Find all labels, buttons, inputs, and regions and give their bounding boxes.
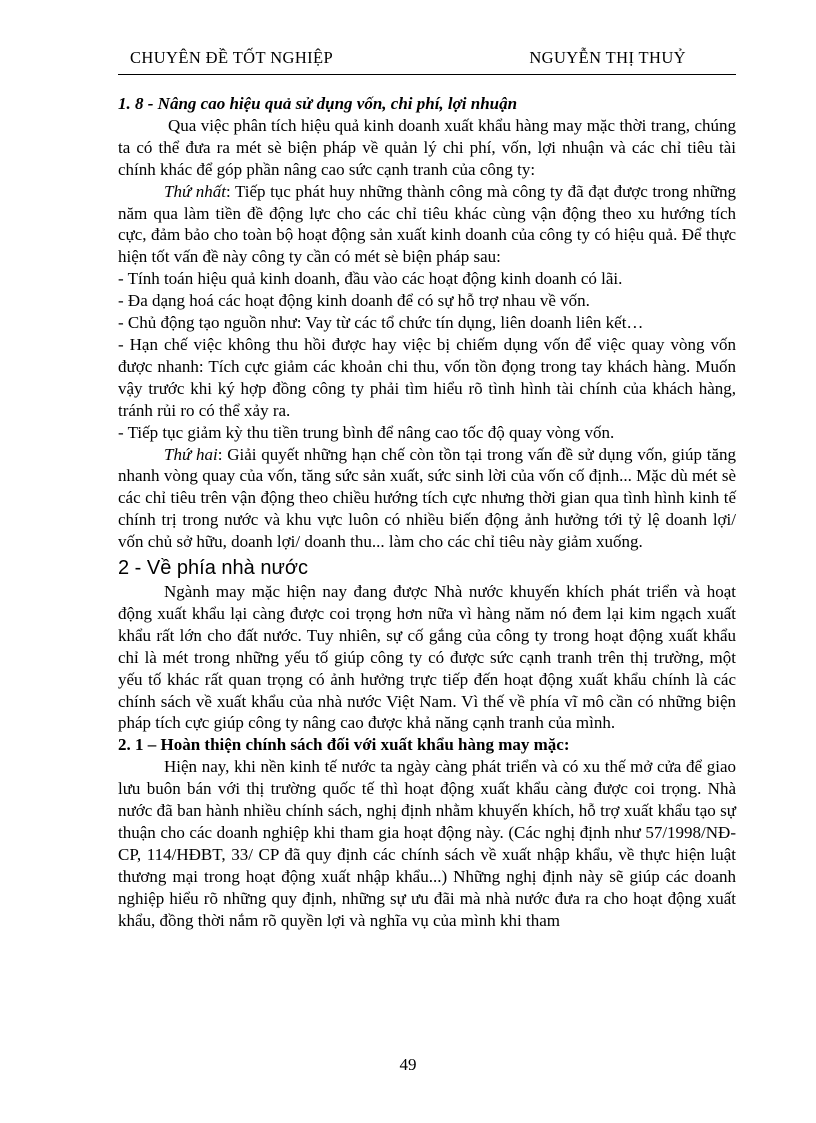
- header-title: CHUYÊN ĐỀ TỐT NGHIỆP: [130, 48, 334, 67]
- second-label: Thứ hai: [164, 444, 218, 464]
- section-2-1-title: Hoàn thiện chính sách đối với xuất khẩu hàng may mặc:: [160, 735, 570, 755]
- section-2-1-paragraph: Hiện nay, khi nền kinh tế nước ta ngày càng phát triển và có xu thế mở cửa để giao lưu buôn bán với thị trường quốc tế thì hoạt động xuất khẩu càng được coi trọng. Nhà nước đã ban hành nhiều chính sách, nghị định nhằm khuyến khích, hỗ trợ xuất khẩu tạo sự thuận cho các doanh nghiệp khi tham gia hoạt động này. (Các nghị định như 57/1998/NĐ-CP, 114/HĐBT, 33/ CP đã quy định các chính sách về xuất nhập khẩu, về thực hiện luật thương mại trong hoạt động xuất nhập khẩu...) Những nghị định này sẽ giúp các doanh nghiệp hiểu rõ những quy định, những sự ưu đãi mà nhà nước đưa ra cho hoạt động xuất khẩu, đồng thời nắm rõ quyền lợi và nghĩa vụ của mình khi tham: [118, 757, 736, 930]
- first-measure-paragraph: [118, 181, 736, 269]
- bullet-item: - Chủ động tạo nguồn như: Vay từ các tổ chức tín dụng, liên doanh liên kết…: [118, 313, 644, 333]
- bullet-item: - Tính toán hiệu quả kinh doanh, đầu vào các hoạt động kinh doanh có lãi.: [118, 269, 623, 289]
- section-1-8-heading: 1. 8 - Nâng cao hiệu quả sử dụng vốn, chi phí, lợi nhuận: [118, 94, 518, 113]
- page-number: 49: [399, 1055, 417, 1074]
- bullet-item: - Tiếp tục giảm kỳ thu tiền trung bình để nâng cao tốc độ quay vòng vốn.: [118, 422, 615, 442]
- header-author: NGUYỄN THỊ THUỶ: [529, 48, 686, 67]
- bullet-item: - Đa dạng hoá các hoạt động kinh doanh để có sự hỗ trợ nhau về vốn.: [118, 291, 590, 311]
- section-1-8-intro: Qua việc phân tích hiệu quả kinh doanh xuất khẩu hàng may mặc thời trang, chúng ta có thể đưa ra mét sè biện pháp về quản lý chi phí, vốn, lợi nhuận và các chỉ tiêu tài chính khác để góp phần nâng cao sức cạnh tranh của công ty:: [118, 115, 736, 179]
- second-measure-paragraph: [118, 444, 736, 554]
- second-text: : Giải quyết những hạn chế còn tồn tại trong vấn đề sử dụng vốn, giúp tăng nhanh vòng quay của vốn, tăng sức sản xuất, sức sinh lời của vốn cố định... Mặc dù mét sè các chỉ tiêu trên vận động theo chiều hướng tích cực nhưng thời gian qua tình hình kinh tế chính trị trong nước và khu vực luôn có nhiều biến động ảnh hưởng tới tỷ lệ doanh lợi/ vốn chủ sở hữu, doanh lợi/ doanh thu... làm cho các chỉ tiêu này giảm xuống.: [118, 444, 737, 552]
- section-2-1-number: 2. 1 –: [118, 735, 161, 755]
- section-2-1-heading: [118, 734, 736, 756]
- first-text: : Tiếp tục phát huy những thành công mà công ty đã đạt được trong những năm qua làm tiền đề động lực cho các chỉ tiêu khác cùng vận động theo xu hướng tích cực, đảm bảo cho toàn bộ hoạt động sản xuất kinh doanh của công ty có hiệu quả. Để thực hiện tốt vấn đề này công ty cần có mét sè biện pháp sau:: [118, 181, 737, 267]
- page-content: [118, 93, 736, 932]
- section-2-heading: 2 - Về phía nhà nước: [118, 557, 308, 580]
- page-header: [118, 40, 736, 75]
- bullet-item: - Hạn chế việc không thu hồi được hay việc bị chiếm dụng vốn để việc quay vòng vốn được nhanh: Tích cực giảm các khoản chi thu, vốn tồn đọng trong tay khách hàng. Muốn vậy trước khi ký hợp đồng công ty phải tìm hiểu rõ tình hình tài chính của khách hàng, tránh rủi ro có thể xảy ra.: [118, 334, 736, 420]
- first-label: Thứ nhất: [164, 181, 227, 201]
- section-2-paragraph: Ngành may mặc hiện nay đang được Nhà nước khuyến khích phát triển và hoạt động xuất khẩu lại càng được coi trọng hơn nữa vì hàng năm nó đem lại kim ngạch xuất khẩu rất lớn cho đất nước. Tuy nhiên, sự cố gắng của công ty trong hoạt động xuất khẩu chỉ là mét trong những yếu tố giúp công ty có được sức cạnh tranh trên thị trường, một yếu tố khác rất quan trọng có ảnh hưởng trực tiếp đến hoạt động xuất khẩu chính là các chính sách về xuất khẩu của nhà nước Việt Nam. Vì thế về phía vĩ mô cần có những biện pháp tích cực giúp công ty nâng cao được khả năng cạnh tranh của mình.: [118, 582, 736, 733]
- document-page: [118, 40, 736, 932]
